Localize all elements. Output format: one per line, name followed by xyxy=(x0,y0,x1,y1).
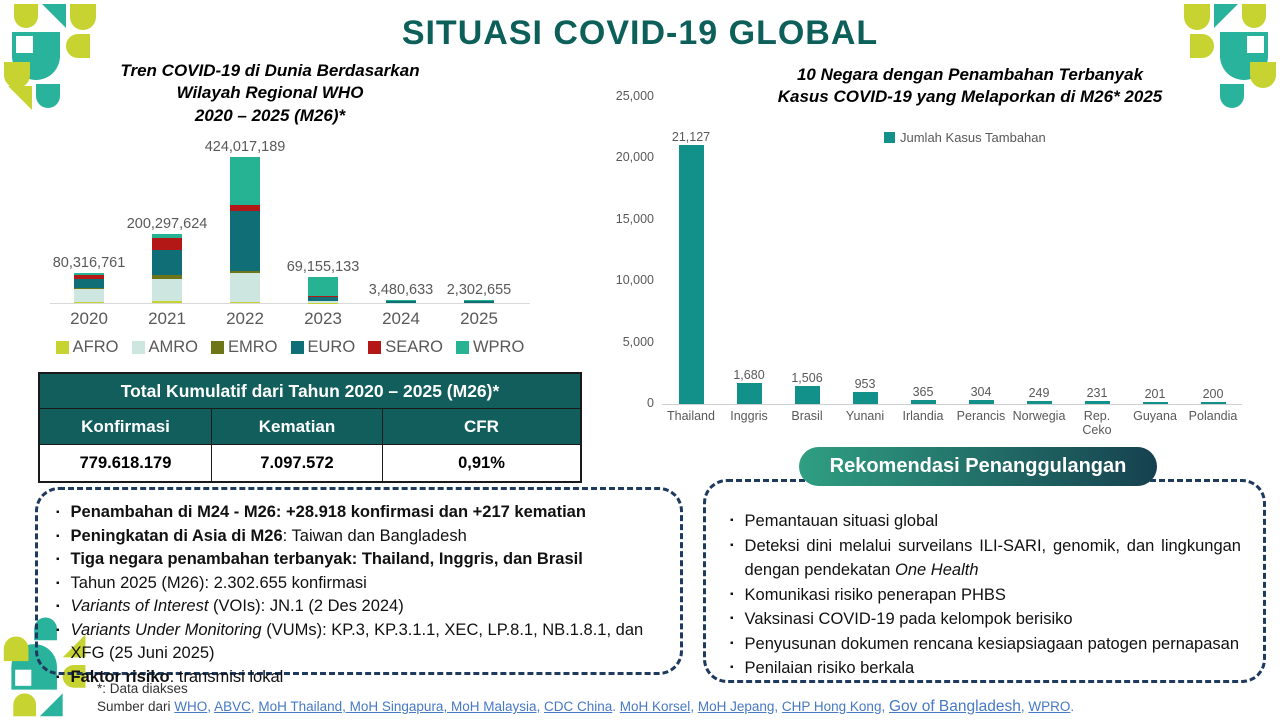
right-chart-title-line2: Kasus COVID-19 yang Melaporkan di M26* 2025 xyxy=(777,87,1163,107)
legend-swatch-euro xyxy=(291,341,304,354)
source-link-moh-thailand-moh-singapura-moh-malaysia[interactable]: MoH Thailand, MoH Singapura, MoH Malaysia, xyxy=(258,699,541,714)
x-label-irlandia: Irlandia xyxy=(902,409,944,423)
cumulative-table xyxy=(38,372,582,483)
x-label-2020: 2020 xyxy=(70,309,108,328)
x-label-polandia: Polandia xyxy=(1188,409,1238,423)
right-chart-legend xyxy=(884,130,1046,145)
list-item: ▪ Penilaian risiko berkala xyxy=(730,656,1241,681)
list-item: ▪ Faktor risiko: transmisi lokal xyxy=(56,666,664,690)
legend-item-amro xyxy=(132,338,199,357)
segment-wpro-2023 xyxy=(308,277,338,295)
page-title: SITUASI COVID-19 GLOBAL xyxy=(401,14,879,52)
left-chart-title xyxy=(60,60,480,127)
list-item: ▪ Vaksinasi COVID-19 pada kelompok berisiko xyxy=(730,607,1241,632)
bar-inggris xyxy=(737,383,762,404)
legend-label-euro: EURO xyxy=(307,338,356,356)
bar-column-perancis xyxy=(952,385,1010,404)
highlights-box xyxy=(35,487,683,686)
bullet-icon: ▪ xyxy=(56,577,60,589)
stacked-bar-2021 xyxy=(152,234,182,303)
link-separator: . xyxy=(612,699,620,714)
source-link-wpro[interactable]: WPRO xyxy=(1028,699,1071,714)
legend-label-afro: AFRO xyxy=(72,338,119,356)
bar-column-yunani xyxy=(836,377,894,404)
x-label-thailand: Thailand xyxy=(667,409,715,423)
stacked-bar-column-2022 xyxy=(206,139,284,303)
header-cfr: CFR xyxy=(383,409,580,445)
list-item: ▪ Tiga negara penambahan terbanyak: Thailand, Inggris, dan Brasil xyxy=(56,548,664,572)
bar-value-label-rep-ceko: 231 xyxy=(1086,386,1108,401)
left-chart-legend xyxy=(50,338,530,357)
segment-searo-2021 xyxy=(152,238,182,251)
y-tick-5-000: 5,000 xyxy=(622,334,654,349)
value-konfirmasi: 779.618.179 xyxy=(40,445,212,481)
footer-sources xyxy=(97,698,1074,716)
bar-value-label-guyana: 201 xyxy=(1144,386,1166,401)
segment-euro-2022 xyxy=(230,211,260,271)
bar-perancis xyxy=(969,400,994,404)
legend-item-searo xyxy=(368,338,443,357)
x-label-2025: 2025 xyxy=(460,309,498,328)
bar-column-guyana xyxy=(1126,387,1184,404)
country-bar-chart xyxy=(598,89,1270,457)
list-item: ▪ Peningkatan di Asia di M26: Taiwan dan Bangladesh xyxy=(56,525,664,549)
table-value-row xyxy=(40,445,580,481)
x-label-norwegia: Norwegia xyxy=(1012,409,1066,423)
y-tick-15-000: 15,000 xyxy=(615,211,654,226)
bar-column-inggris xyxy=(720,368,778,404)
bullet-icon: ▪ xyxy=(730,637,734,649)
segment-euro-2021 xyxy=(152,250,182,275)
x-label-2023: 2023 xyxy=(304,309,342,328)
list-item: ▪ Deteksi dini melalui surveilans ILI-SARI, genomik, dan lingkungan dengan pendekatan One Health xyxy=(730,534,1241,583)
legend-item-euro xyxy=(291,338,356,357)
stacked-bar-2023 xyxy=(308,277,338,303)
bullet-icon: ▪ xyxy=(56,554,60,565)
legend-label-amro: AMRO xyxy=(148,338,199,356)
bullet-icon: ▪ xyxy=(56,507,60,518)
right-chart-title-line1: 10 Negara dengan Penambahan Terbanyak xyxy=(796,65,1144,84)
legend-label-wpro: WPRO xyxy=(472,338,525,356)
link-separator: . xyxy=(1070,699,1075,714)
legend-swatch-wpro xyxy=(456,341,469,354)
stacked-bar-chart xyxy=(50,138,530,357)
y-tick-10-000: 10,000 xyxy=(615,273,654,288)
link-separator: , xyxy=(1020,699,1029,714)
bar-irlandia xyxy=(911,400,936,404)
link-separator: , xyxy=(774,699,782,714)
y-tick-25-000: 25,000 xyxy=(615,89,654,103)
y-tick-20-000: 20,000 xyxy=(615,150,654,165)
legend-swatch xyxy=(884,132,895,143)
footer xyxy=(97,680,1074,716)
list-item: ▪ Variants of Interest (VOIs): JN.1 (2 Des 2024) xyxy=(56,595,664,619)
source-link-chp-hong-kong[interactable]: CHP Hong Kong xyxy=(781,699,882,714)
bullet-icon: ▪ xyxy=(730,515,734,526)
header-kematian: Kematian xyxy=(212,409,383,445)
bar-brasil xyxy=(795,386,820,404)
table-caption: Total Kumulatif dari Tahun 2020 – 2025 (M26)* xyxy=(40,374,580,409)
bullet-icon: ▪ xyxy=(730,539,734,551)
bar-total-label-2020: 80,316,761 xyxy=(52,255,126,272)
x-label-yunani: Yunani xyxy=(845,409,885,423)
bar-polandia xyxy=(1201,402,1226,404)
bar-value-label-brasil: 1,506 xyxy=(791,370,823,385)
x-label-rep-ceko: Rep. Ceko xyxy=(1082,409,1112,438)
bullet-icon: ▪ xyxy=(730,588,734,600)
bar-column-brasil xyxy=(778,371,836,404)
table-header-row xyxy=(40,409,580,445)
bar-value-label-irlandia: 365 xyxy=(912,384,934,399)
x-label-brasil: Brasil xyxy=(791,409,823,423)
left-chart-title-line2: Wilayah Regional WHO xyxy=(176,83,364,103)
recommendations-box xyxy=(703,479,1266,683)
list-item: ▪ Variants Under Monitoring (VUMs): KP.3, KP.3.1.1, XEC, LP.8.1, NB.1.8.1, dan XFG (25 Juni 2025) xyxy=(56,619,664,666)
bar-value-label-thailand: 21,127 xyxy=(671,129,711,144)
bullet-icon: ▪ xyxy=(56,530,60,542)
header-konfirmasi: Konfirmasi xyxy=(40,409,212,445)
bar-value-label-perancis: 304 xyxy=(970,385,992,400)
bullet-icon: ▪ xyxy=(56,624,60,636)
bar-value-label-norwegia: 249 xyxy=(1028,385,1050,400)
stacked-bars-area xyxy=(50,138,530,304)
value-cfr: 0,91% xyxy=(383,445,580,481)
stacked-bar-2022 xyxy=(230,157,260,303)
legend-label: Jumlah Kasus Tambahan xyxy=(900,130,1046,145)
bar-yunani xyxy=(853,392,878,404)
bar-total-label-2025: 2,302,655 xyxy=(446,281,512,298)
bar-total-label-2022: 424,017,189 xyxy=(204,138,286,155)
stacked-bar-2025 xyxy=(464,300,494,303)
stacked-bar-column-2023 xyxy=(284,259,362,303)
link-separator: , xyxy=(690,699,698,714)
segment-wpro-2022 xyxy=(230,157,260,206)
sources-prefix: Sumber dari xyxy=(97,699,175,714)
legend-label-emro: EMRO xyxy=(228,338,278,356)
list-item: ▪ Komunikasi risiko penerapan PHBS xyxy=(730,583,1241,608)
stacked-bar-column-2024 xyxy=(362,282,440,303)
recommendations-list xyxy=(730,509,1241,681)
legend-swatch-afro xyxy=(56,341,69,354)
bullet-icon: ▪ xyxy=(56,601,60,612)
x-label-2022: 2022 xyxy=(226,309,264,328)
recommendations-header: Rekomendasi Penanggulangan xyxy=(799,447,1157,486)
bar-value-label-polandia: 200 xyxy=(1202,386,1224,401)
legend-item-wpro xyxy=(456,338,524,357)
bar-column-norwegia xyxy=(1010,386,1068,404)
segment-amro-2022 xyxy=(230,273,260,301)
highlights-list xyxy=(56,501,664,689)
right-x-axis-labels xyxy=(662,409,1242,438)
legend-swatch-amro xyxy=(132,341,145,354)
legend-swatch-emro xyxy=(211,341,224,354)
segment-afro-2021 xyxy=(152,301,182,303)
link-separator: , xyxy=(207,699,215,714)
bar-value-label-inggris: 1,680 xyxy=(733,368,765,383)
bullet-icon: ▪ xyxy=(730,662,734,673)
source-link-who[interactable]: WHO xyxy=(174,699,208,714)
stacked-bar-2020 xyxy=(74,273,104,303)
stacked-bar-column-2021 xyxy=(128,216,206,303)
segment-amro-2021 xyxy=(152,279,182,301)
stacked-bar-2024 xyxy=(386,300,416,303)
legend-item-afro xyxy=(56,338,119,357)
bar-guyana xyxy=(1143,402,1168,404)
source-link-cdc-china[interactable]: CDC China xyxy=(543,699,613,714)
bullet-icon: ▪ xyxy=(56,671,60,683)
list-item: ▪ Penyusunan dokumen rencana kesiapsiagaan patogen pernapasan xyxy=(730,632,1241,657)
list-item: ▪ Tahun 2025 (M26): 2.302.655 konfirmasi xyxy=(56,572,664,596)
bar-value-label-yunani: 953 xyxy=(854,377,876,392)
segment-afro-2022 xyxy=(230,302,260,304)
value-kematian: 7.097.572 xyxy=(212,445,383,481)
legend-swatch-searo xyxy=(368,341,381,354)
bar-column-polandia xyxy=(1184,387,1242,404)
footer-note: *: Data diakses xyxy=(97,681,188,696)
x-label-inggris: Inggris xyxy=(730,409,768,423)
x-label-2024: 2024 xyxy=(382,309,420,328)
legend-item-emro xyxy=(211,338,278,357)
source-links xyxy=(174,699,1074,714)
segment-euro-2020 xyxy=(74,279,104,288)
bar-total-label-2021: 200,297,624 xyxy=(126,216,208,233)
bar-thailand xyxy=(679,145,704,404)
source-link-moh-jepang[interactable]: MoH Jepang xyxy=(697,699,775,714)
bar-norwegia xyxy=(1027,401,1052,404)
segment-afro-2020 xyxy=(74,302,104,304)
list-item: ▪ Penambahan di M24 - M26: +28.918 konfirmasi dan +217 kematian xyxy=(56,501,664,525)
source-link-abvc[interactable]: ABVC xyxy=(214,699,251,714)
stacked-bar-column-2025 xyxy=(440,282,518,303)
segment-amro-2020 xyxy=(74,289,104,301)
bar-column-thailand xyxy=(662,130,720,404)
link-separator: , xyxy=(250,699,259,714)
x-label-perancis: Perancis xyxy=(956,409,1006,423)
bar-column-irlandia xyxy=(894,385,952,404)
stacked-bar-column-2020 xyxy=(50,255,128,303)
left-x-axis-labels xyxy=(50,304,530,329)
bar-total-label-2024: 3,480,633 xyxy=(368,281,434,298)
source-link-gov-of-bangladesh[interactable]: Gov of Bangladesh xyxy=(888,698,1021,715)
right-y-axis xyxy=(598,89,654,410)
x-label-2021: 2021 xyxy=(148,309,186,328)
bar-column-rep-ceko xyxy=(1068,386,1126,404)
link-separator: , xyxy=(881,699,889,714)
x-label-guyana: Guyana xyxy=(1133,409,1177,423)
left-chart-title-line3: 2020 – 2025 (M26)* xyxy=(194,105,346,125)
source-link-moh-korsel[interactable]: MoH Korsel xyxy=(619,699,691,714)
y-tick-0: 0 xyxy=(647,396,654,410)
left-chart-title-line1: Tren COVID-19 di Dunia Berdasarkan xyxy=(120,61,420,80)
list-item: ▪ Pemantauan situasi global xyxy=(730,509,1241,534)
bar-rep-ceko xyxy=(1085,401,1110,404)
bullet-icon: ▪ xyxy=(730,613,734,624)
legend-label-searo: SEARO xyxy=(385,338,443,356)
bar-total-label-2023: 69,155,133 xyxy=(286,259,360,276)
